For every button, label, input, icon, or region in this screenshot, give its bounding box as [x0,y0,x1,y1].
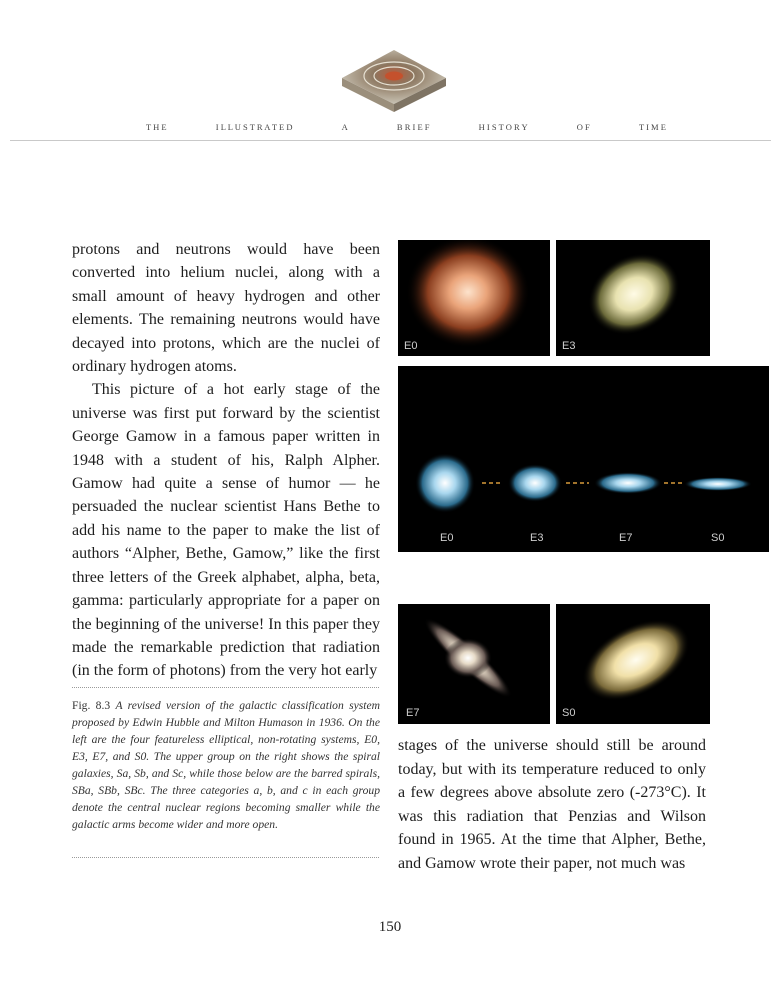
galaxy-label: E7 [619,532,633,544]
running-head-word: O F [576,122,590,132]
caption-top-rule [72,687,379,688]
galaxy-label: E0 [404,340,418,352]
galaxy-image [398,604,550,724]
galaxy-image [398,240,550,356]
galaxy-image [556,240,710,356]
body-text-left [72,238,380,683]
caption-label: Fig. 8.3 [72,699,111,712]
galaxy-photo-s0 [556,604,710,724]
header-rule [10,140,771,141]
running-head-word: I L L U S T R A T E D [215,122,293,132]
caption-bottom-rule [72,857,379,858]
paragraph: stages of the universe should still be around today, but with its temperature reduced to only a few degrees above absolute zero (-273°C). It was this radiation that Penzias and Wilson found in 1965. At the time that Alpher, Bethe, and Gamow wrote their paper, not much was [398,737,706,872]
running-head-word: T H E [146,122,167,132]
figure-caption [72,697,380,833]
galaxy-label: E0 [440,532,454,544]
caption-text: A revised version of the galactic classification system proposed by Edwin Hubble and Milton Humason in 1936. On the left are the four featureless elliptical, non-rotating systems, E0, E3, E7, and S0. The upper group on the right shows the spiral galaxies, Sa, Sb, and Sc, while those below are the barred spirals, SBa, SBb, SBc. The three categories a, b, and c in each group denote the central nuclear regions becoming smaller while the galactic arms become wider and more open. [72,699,380,831]
running-head-word: H I S T O R Y [478,122,528,132]
galaxy-label: S0 [711,532,725,544]
paragraph: protons and neutrons would have been converted into helium nuclei, along with a small amount of heavy hydrogen and other elements. The remaining neutrons would have decayed into protons, which are the nuclei of ordinary hydrogen atoms. [72,241,380,376]
running-head-word: B R I E F [396,122,430,132]
running-head-word: T I M E [638,122,666,132]
galaxy-label: E3 [530,532,544,544]
galaxy-label: S0 [562,707,576,719]
paragraph: This picture of a hot early stage of the universe was first put forward by the scientist George Gamow in a famous paper written in 1948 with a student of his, Ralph Alpher. Gamow had quite a sense of humor — he persuaded the nuclear scientist Hans Bethe to add his name to the paper to make the list of authors “Alpher, Bethe, Gamow,” like the first three letters of the Greek alphabet, alpha, beta, gamma: particularly appropriate for a paper on the beginning of the universe! In this paper they made the remarkable prediction that radiation (in the form of photons) from the very hot early [72,381,380,680]
galaxy-photo-e0 [398,240,550,356]
body-text-right [398,734,706,876]
page-number: 150 [378,919,402,935]
running-head-word: A [341,122,348,132]
running-head [146,122,666,132]
galaxy-image [556,604,710,724]
galaxy-label: E7 [406,707,420,719]
galaxy-photo-e7 [398,604,550,724]
galaxy-sequence-strip [398,366,769,552]
galaxy-photo-e3 [556,240,710,356]
galaxy-sequence-image [398,366,769,552]
book-logo-emblem [338,46,450,116]
galaxy-label: E3 [562,340,576,352]
